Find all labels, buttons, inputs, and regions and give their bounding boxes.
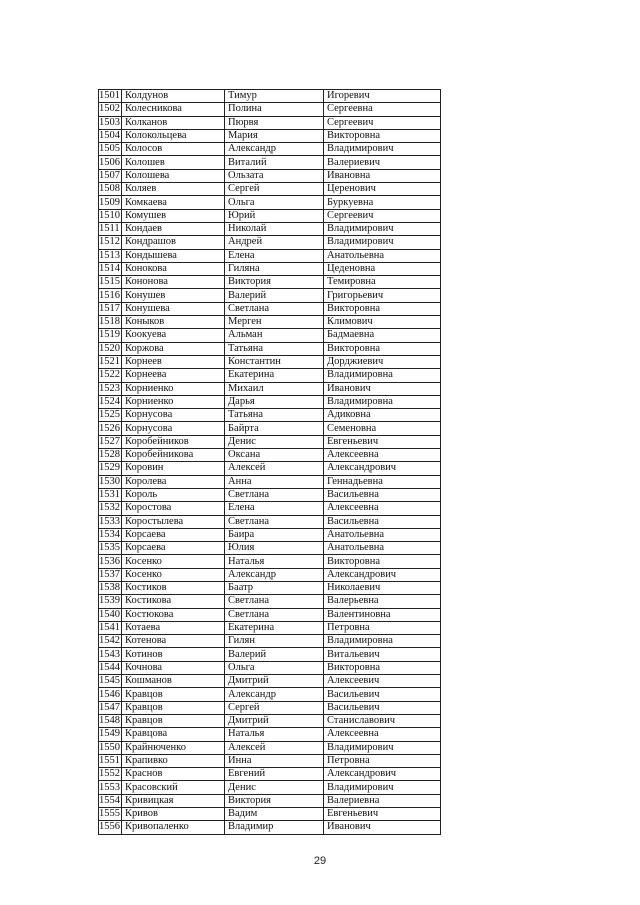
- patronymic-cell: Темировна: [324, 276, 441, 289]
- first-name-cell: Альман: [225, 329, 324, 342]
- row-number-cell: 1535: [99, 542, 120, 554]
- patronymic-cell: Анатольевна: [324, 542, 441, 555]
- first-name-cell: Константин: [225, 355, 324, 368]
- first-name-cell: Юлия: [225, 542, 324, 555]
- table-row: [99, 422, 441, 435]
- first-name-cell: Светлана: [225, 488, 324, 501]
- row-number-cell: 1525: [99, 409, 120, 421]
- first-name-cell: Ольга: [225, 196, 324, 209]
- patronymic-cell: Владимирович: [324, 236, 441, 249]
- patronymic-cell: Викторовна: [324, 661, 441, 674]
- last-name-cell: Крапивко: [122, 754, 225, 767]
- table-row: [99, 183, 441, 196]
- table-row: [99, 581, 441, 594]
- patronymic-cell: Сергеевич: [324, 116, 441, 129]
- last-name-cell: Коныков: [122, 316, 225, 329]
- first-name-cell: Светлана: [225, 595, 324, 608]
- last-name-cell: Костюкова: [122, 608, 225, 621]
- first-name-cell: Ольга: [225, 661, 324, 674]
- table-row: [99, 475, 441, 488]
- table-row: [99, 542, 441, 555]
- last-name-cell: Колошева: [122, 169, 225, 182]
- first-name-cell: Михаил: [225, 382, 324, 395]
- row-number-cell: 1543: [99, 648, 120, 660]
- first-name-cell: Вадим: [225, 808, 324, 821]
- row-number-cell: 1553: [99, 781, 120, 793]
- patronymic-cell: Буркуевна: [324, 196, 441, 209]
- table-row: [99, 728, 441, 741]
- last-name-cell: Корнеев: [122, 355, 225, 368]
- table-row: [99, 515, 441, 528]
- last-name-cell: Косенко: [122, 555, 225, 568]
- table-row: [99, 209, 441, 222]
- first-name-cell: Денис: [225, 435, 324, 448]
- last-name-cell: Кондаев: [122, 222, 225, 235]
- patronymic-cell: Игоревич: [324, 90, 441, 103]
- table-row: [99, 276, 441, 289]
- first-name-cell: Елена: [225, 249, 324, 262]
- table-row: [99, 116, 441, 129]
- first-name-cell: Николай: [225, 222, 324, 235]
- first-name-cell: Оксана: [225, 449, 324, 462]
- row-number-cell: 1511: [99, 223, 120, 235]
- table-row: [99, 714, 441, 727]
- patronymic-cell: Евгеньевич: [324, 808, 441, 821]
- row-number-cell: 1546: [99, 688, 120, 700]
- patronymic-cell: Васильевна: [324, 515, 441, 528]
- last-name-cell: Король: [122, 488, 225, 501]
- table-row: [99, 781, 441, 794]
- row-number-cell: 1514: [99, 263, 120, 274]
- last-name-cell: Корниенко: [122, 395, 225, 408]
- first-name-cell: Денис: [225, 781, 324, 794]
- last-name-cell: Колосов: [122, 143, 225, 156]
- first-name-cell: Светлана: [225, 302, 324, 315]
- row-number-cell: 1515: [99, 276, 120, 288]
- first-name-cell: Валерий: [225, 648, 324, 661]
- table-row: [99, 289, 441, 302]
- first-name-cell: Валерий: [225, 289, 324, 302]
- first-name-cell: Владимир: [225, 821, 324, 834]
- last-name-cell: Красовский: [122, 781, 225, 794]
- table-row: [99, 741, 441, 754]
- row-number-cell: 1507: [99, 169, 120, 181]
- row-number-cell: 1526: [99, 422, 120, 434]
- first-name-cell: Гиляна: [225, 262, 324, 275]
- last-name-cell: Кравцов: [122, 714, 225, 727]
- row-number-cell: 1524: [99, 395, 120, 407]
- table-row: [99, 462, 441, 475]
- first-name-cell: Татьяна: [225, 409, 324, 422]
- last-name-cell: Комкаева: [122, 196, 225, 209]
- patronymic-cell: Адиковна: [324, 409, 441, 422]
- patronymic-cell: Петровна: [324, 621, 441, 634]
- table-row: [99, 409, 441, 422]
- row-number-cell: 1512: [99, 236, 120, 248]
- table-row: [99, 808, 441, 821]
- first-name-cell: Евгений: [225, 768, 324, 781]
- table-row: [99, 794, 441, 807]
- last-name-cell: Колесникова: [122, 103, 225, 116]
- last-name-cell: Корнусова: [122, 409, 225, 422]
- row-number-cell: 1527: [99, 435, 120, 447]
- first-name-cell: Татьяна: [225, 342, 324, 355]
- first-name-cell: Сергей: [225, 183, 324, 196]
- table-row: [99, 449, 441, 462]
- row-number-cell: 1552: [99, 768, 120, 780]
- row-number-cell: 1538: [99, 582, 120, 594]
- last-name-cell: Кочнова: [122, 661, 225, 674]
- row-number-cell: 1555: [99, 808, 120, 820]
- last-name-cell: Краснов: [122, 768, 225, 781]
- last-name-cell: Колдунов: [122, 90, 225, 103]
- first-name-cell: Мария: [225, 129, 324, 142]
- first-name-cell: Александр: [225, 143, 324, 156]
- table-row: [99, 129, 441, 142]
- patronymic-cell: Алексеевна: [324, 728, 441, 741]
- last-name-cell: Кондрашов: [122, 236, 225, 249]
- row-number-cell: 1545: [99, 675, 120, 687]
- row-number-cell: 1550: [99, 741, 120, 753]
- patronymic-cell: Викторовна: [324, 555, 441, 568]
- patronymic-cell: Владимировна: [324, 369, 441, 382]
- patronymic-cell: Григорьевич: [324, 289, 441, 302]
- last-name-cell: Комушев: [122, 209, 225, 222]
- row-number-cell: 1504: [99, 130, 120, 142]
- roster-table-body: [99, 90, 441, 835]
- row-number-cell: 1503: [99, 116, 120, 128]
- table-row: [99, 821, 441, 834]
- last-name-cell: Кравцов: [122, 701, 225, 714]
- first-name-cell: Александр: [225, 568, 324, 581]
- row-number-cell: 1510: [99, 209, 120, 221]
- patronymic-cell: Ивановна: [324, 169, 441, 182]
- row-number-cell: 1544: [99, 661, 120, 673]
- last-name-cell: Корниенко: [122, 382, 225, 395]
- row-number-cell: 1528: [99, 449, 120, 461]
- last-name-cell: Корнусова: [122, 422, 225, 435]
- first-name-cell: Екатерина: [225, 621, 324, 634]
- row-number-cell: 1531: [99, 489, 120, 501]
- last-name-cell: Кривопаленко: [122, 821, 225, 834]
- row-number-cell: 1522: [99, 369, 120, 381]
- first-name-cell: Наталья: [225, 728, 324, 741]
- row-number-cell: 1533: [99, 515, 120, 527]
- first-name-cell: Полина: [225, 103, 324, 116]
- page-number: 29: [313, 855, 327, 867]
- last-name-cell: Кондышева: [122, 249, 225, 262]
- first-name-cell: Юрий: [225, 209, 324, 222]
- table-row: [99, 701, 441, 714]
- patronymic-cell: Владимировна: [324, 635, 441, 648]
- row-number-cell: 1530: [99, 475, 120, 487]
- row-number-cell: 1547: [99, 701, 120, 713]
- row-number-cell: 1549: [99, 728, 120, 740]
- table-row: [99, 502, 441, 515]
- patronymic-cell: Витальевич: [324, 648, 441, 661]
- patronymic-cell: Владимирович: [324, 222, 441, 235]
- last-name-cell: Коростова: [122, 502, 225, 515]
- table-row: [99, 249, 441, 262]
- table-row: [99, 754, 441, 767]
- last-name-cell: Костикова: [122, 595, 225, 608]
- row-number-cell: 1532: [99, 502, 120, 514]
- last-name-cell: Корнеева: [122, 369, 225, 382]
- patronymic-cell: Васильевич: [324, 701, 441, 714]
- last-name-cell: Корсаева: [122, 542, 225, 555]
- row-number-cell: 1529: [99, 462, 120, 474]
- row-number-cell: 1548: [99, 715, 120, 727]
- row-number-cell: 1519: [99, 329, 120, 341]
- first-name-cell: Анна: [225, 475, 324, 488]
- table-row: [99, 316, 441, 329]
- first-name-cell: Виталий: [225, 156, 324, 169]
- row-number-cell: 1518: [99, 316, 120, 328]
- table-row: [99, 608, 441, 621]
- first-name-cell: Ользата: [225, 169, 324, 182]
- table-row: [99, 236, 441, 249]
- row-number-cell: 1542: [99, 635, 120, 647]
- row-number-cell: 1551: [99, 754, 120, 766]
- first-name-cell: Светлана: [225, 608, 324, 621]
- row-number-cell: 1517: [99, 302, 120, 314]
- row-number-cell: 1516: [99, 289, 120, 301]
- last-name-cell: Конушева: [122, 302, 225, 315]
- row-number-cell: 1539: [99, 595, 120, 607]
- patronymic-cell: Дорджиевич: [324, 355, 441, 368]
- first-name-cell: Дмитрий: [225, 675, 324, 688]
- patronymic-cell: Сергеевна: [324, 103, 441, 116]
- first-name-cell: Баатр: [225, 581, 324, 594]
- last-name-cell: Колканов: [122, 116, 225, 129]
- table-row: [99, 355, 441, 368]
- row-number-cell: 1556: [99, 821, 120, 833]
- table-row: [99, 488, 441, 501]
- table-row: [99, 369, 441, 382]
- table-row: [99, 568, 441, 581]
- last-name-cell: Коляев: [122, 183, 225, 196]
- patronymic-cell: Станиславович: [324, 714, 441, 727]
- first-name-cell: Тимур: [225, 90, 324, 103]
- row-number-cell: 1501: [99, 90, 120, 102]
- patronymic-cell: Александрович: [324, 568, 441, 581]
- first-name-cell: Андрей: [225, 236, 324, 249]
- patronymic-cell: Семеновна: [324, 422, 441, 435]
- table-row: [99, 382, 441, 395]
- table-row: [99, 262, 441, 275]
- last-name-cell: Косенко: [122, 568, 225, 581]
- last-name-cell: Котаева: [122, 621, 225, 634]
- patronymic-cell: Александрович: [324, 462, 441, 475]
- patronymic-cell: Васильевна: [324, 488, 441, 501]
- row-number-cell: 1523: [99, 382, 120, 394]
- patronymic-cell: Бадмаевна: [324, 329, 441, 342]
- patronymic-cell: Викторовна: [324, 302, 441, 315]
- table-row: [99, 143, 441, 156]
- row-number-cell: 1520: [99, 342, 120, 354]
- table-row: [99, 661, 441, 674]
- row-number-cell: 1534: [99, 528, 120, 540]
- row-number-cell: 1521: [99, 356, 120, 368]
- first-name-cell: Алексей: [225, 741, 324, 754]
- patronymic-cell: Валериевич: [324, 156, 441, 169]
- patronymic-cell: Александрович: [324, 768, 441, 781]
- last-name-cell: Кононова: [122, 276, 225, 289]
- first-name-cell: Инна: [225, 754, 324, 767]
- row-number-cell: 1513: [99, 249, 120, 261]
- patronymic-cell: Владимирович: [324, 143, 441, 156]
- patronymic-cell: Владимирович: [324, 781, 441, 794]
- row-number-cell: 1537: [99, 568, 120, 580]
- last-name-cell: Кошманов: [122, 675, 225, 688]
- first-name-cell: Дмитрий: [225, 714, 324, 727]
- table-row: [99, 395, 441, 408]
- table-row: [99, 768, 441, 781]
- row-number-cell: 1540: [99, 608, 120, 620]
- row-number-cell: 1505: [99, 143, 120, 155]
- patronymic-cell: Церенович: [324, 183, 441, 196]
- table-row: [99, 196, 441, 209]
- last-name-cell: Коржова: [122, 342, 225, 355]
- first-name-cell: Наталья: [225, 555, 324, 568]
- first-name-cell: Мерген: [225, 316, 324, 329]
- first-name-cell: Дарья: [225, 395, 324, 408]
- table-row: [99, 621, 441, 634]
- patronymic-cell: Алексеевна: [324, 502, 441, 515]
- last-name-cell: Корсаева: [122, 528, 225, 541]
- last-name-cell: Крайнюченко: [122, 741, 225, 754]
- row-number-cell: 1506: [99, 156, 120, 168]
- last-name-cell: Конокова: [122, 262, 225, 275]
- first-name-cell: Виктория: [225, 276, 324, 289]
- first-name-cell: Байрта: [225, 422, 324, 435]
- first-name-cell: Баира: [225, 528, 324, 541]
- table-row: [99, 169, 441, 182]
- last-name-cell: Кравцов: [122, 688, 225, 701]
- table-row: [99, 675, 441, 688]
- last-name-cell: Костиков: [122, 581, 225, 594]
- patronymic-cell: Евгеньевич: [324, 435, 441, 448]
- row-number-cell: 1536: [99, 555, 120, 567]
- patronymic-cell: Алексеевич: [324, 675, 441, 688]
- table-row: [99, 103, 441, 116]
- table-row: [99, 528, 441, 541]
- first-name-cell: Александр: [225, 688, 324, 701]
- last-name-cell: Коокуева: [122, 329, 225, 342]
- last-name-cell: Кривов: [122, 808, 225, 821]
- first-name-cell: Сергей: [225, 701, 324, 714]
- patronymic-cell: Алексеевна: [324, 449, 441, 462]
- patronymic-cell: Николаевич: [324, 581, 441, 594]
- table-row: [99, 688, 441, 701]
- patronymic-cell: Иванович: [324, 382, 441, 395]
- last-name-cell: Коробейникова: [122, 449, 225, 462]
- first-name-cell: Екатерина: [225, 369, 324, 382]
- table-row: [99, 555, 441, 568]
- patronymic-cell: Анатольевна: [324, 249, 441, 262]
- patronymic-cell: Васильевич: [324, 688, 441, 701]
- first-name-cell: Пюрвя: [225, 116, 324, 129]
- first-name-cell: Виктория: [225, 794, 324, 807]
- last-name-cell: Котинов: [122, 648, 225, 661]
- first-name-cell: Елена: [225, 502, 324, 515]
- patronymic-cell: Цеденовна: [324, 262, 441, 275]
- last-name-cell: Королева: [122, 475, 225, 488]
- last-name-cell: Колокольцева: [122, 129, 225, 142]
- patronymic-cell: Владимировна: [324, 395, 441, 408]
- patronymic-cell: Викторовна: [324, 342, 441, 355]
- patronymic-cell: Климович: [324, 316, 441, 329]
- first-name-cell: Гилян: [225, 635, 324, 648]
- table-row: [99, 329, 441, 342]
- patronymic-cell: Валериевна: [324, 794, 441, 807]
- table-row: [99, 156, 441, 169]
- patronymic-cell: Сергеевич: [324, 209, 441, 222]
- patronymic-cell: Викторовна: [324, 129, 441, 142]
- patronymic-cell: Петровна: [324, 754, 441, 767]
- row-number-cell: 1502: [99, 103, 120, 115]
- roster-table: [98, 89, 441, 835]
- last-name-cell: Коростылева: [122, 515, 225, 528]
- patronymic-cell: Владимирович: [324, 741, 441, 754]
- row-number-cell: 1509: [99, 196, 120, 208]
- table-row: [99, 635, 441, 648]
- patronymic-cell: Анатольевна: [324, 528, 441, 541]
- row-number-cell: 1508: [99, 183, 120, 195]
- patronymic-cell: Иванович: [324, 821, 441, 834]
- last-name-cell: Кривицкая: [122, 794, 225, 807]
- table-row: [99, 302, 441, 315]
- last-name-cell: Коровин: [122, 462, 225, 475]
- row-number-cell: 1554: [99, 794, 120, 806]
- patronymic-cell: Геннадьевна: [324, 475, 441, 488]
- table-row: [99, 595, 441, 608]
- last-name-cell: Котенова: [122, 635, 225, 648]
- table-row: [99, 648, 441, 661]
- last-name-cell: Колошев: [122, 156, 225, 169]
- last-name-cell: Конушев: [122, 289, 225, 302]
- table-row: [99, 342, 441, 355]
- first-name-cell: Алексей: [225, 462, 324, 475]
- patronymic-cell: Валентиновна: [324, 608, 441, 621]
- table-row: [99, 90, 441, 103]
- patronymic-cell: Валерьевна: [324, 595, 441, 608]
- table-row: [99, 222, 441, 235]
- last-name-cell: Кравцова: [122, 728, 225, 741]
- table-row: [99, 435, 441, 448]
- first-name-cell: Светлана: [225, 515, 324, 528]
- last-name-cell: Коробейников: [122, 435, 225, 448]
- row-number-cell: 1541: [99, 622, 120, 634]
